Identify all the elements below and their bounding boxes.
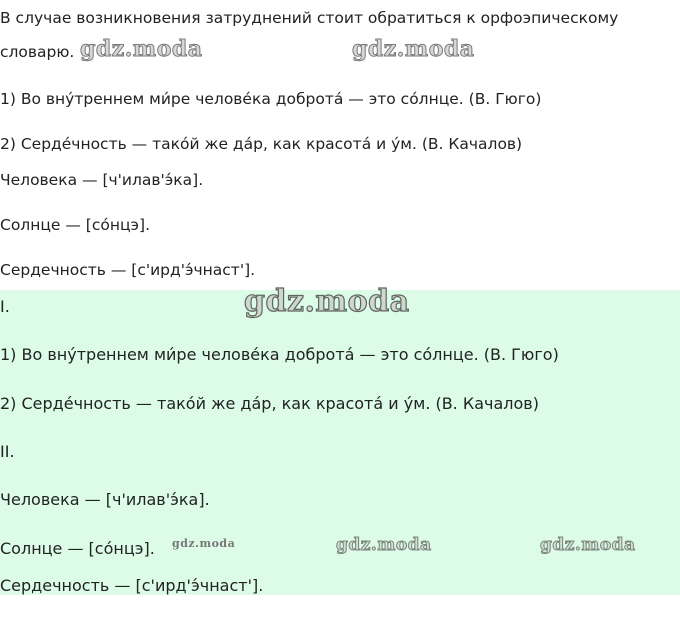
- answer-section-2-label: II.: [0, 442, 15, 461]
- example-sentence-2: 2) Серде́чность — тако́й же да́р, как красота́ и у́м. (В. Качалов): [0, 135, 523, 153]
- transcription-1: Человека — [ч'илав'э́ка].: [0, 171, 204, 189]
- transcription-2: Солнце — [со́нцэ].: [0, 216, 151, 234]
- answer-section-1-label: I.: [0, 297, 10, 316]
- watermark-logo: gdz.moda: [540, 535, 636, 555]
- watermark-logo: gdz.moda: [80, 36, 203, 62]
- watermark-logo: gdz.moda: [244, 284, 410, 319]
- watermark-logo: gdz.moda: [172, 537, 236, 550]
- answer-sentence-2: 2) Серде́чность — тако́й же да́р, как красота́ и у́м. (В. Качалов): [0, 394, 539, 413]
- answer-word-1: Человека — [ч'илав'э́ка].: [0, 490, 210, 509]
- answer-word-3: Сердечность — [с'ирд'э́чнаст'].: [0, 576, 264, 595]
- answer-section: [0, 284, 680, 595]
- example-sentence-1: 1) Во вну́треннем ми́ре челове́ка доброта́ — это со́лнце. (В. Гюго): [0, 90, 542, 108]
- answer-word-3-cut-off: [0, 576, 300, 595]
- watermark-logo: gdz.moda: [336, 535, 432, 555]
- answer-sentence-1: 1) Во вну́треннем ми́ре челове́ка доброта́ — это со́лнце. (В. Гюго): [0, 345, 559, 364]
- page-bottom-area: [0, 595, 680, 629]
- watermark-logo: gdz.moda: [352, 36, 475, 62]
- question-section: [0, 0, 680, 290]
- intro-line-1: В случае возникновения затруднений стоит обратиться к орфоэпическому: [0, 9, 619, 27]
- intro-line-2: словарю.: [0, 43, 75, 61]
- answer-word-2: Солнце — [со́нцэ].: [0, 539, 155, 558]
- transcription-3: Сердечность — [с'ирд'э́чнаст'].: [0, 261, 256, 279]
